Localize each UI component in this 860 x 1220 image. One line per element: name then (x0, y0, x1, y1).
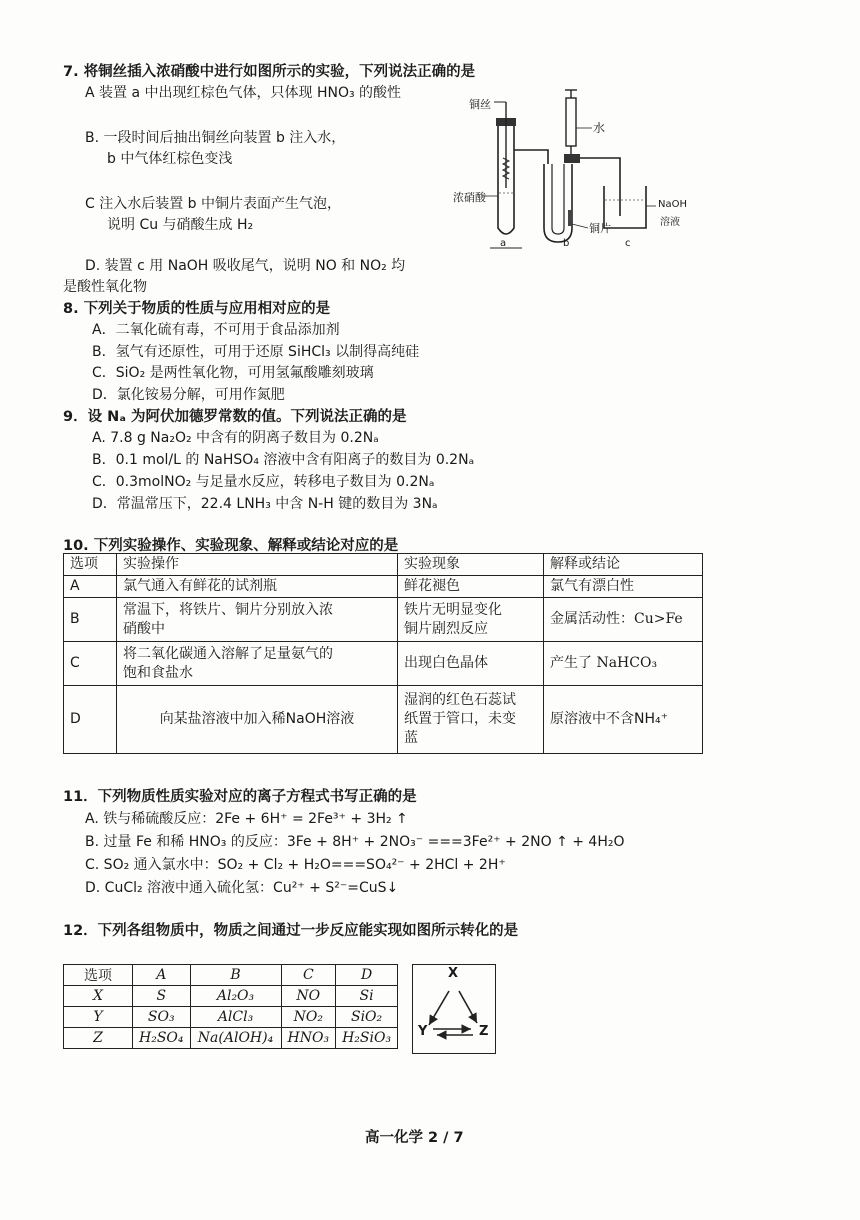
table-cell: B (64, 598, 117, 642)
fig-label-copper: 铜片 (589, 222, 611, 235)
q8-option-b: B．氢气有还原性，可用于还原 SiHCl₃ 以制得高纯硅 (92, 344, 420, 360)
q8-stem: 8. 下列关于物质的性质与应用相对应的是 (63, 301, 331, 317)
fig-label-b: b (563, 238, 570, 249)
table-cell: SO₃ (133, 1007, 191, 1028)
table-row (64, 598, 703, 642)
table-header-row (64, 965, 398, 986)
q7-stem: 7. 将铜丝插入浓硝酸中进行如图所示的实验，下列说法正确的是 (63, 64, 476, 80)
table-cell: HNO₃ (281, 1028, 336, 1049)
q7-option-d-line1: D. 装置 c 用 NaOH 吸收尾气，说明 NO 和 NO₂ 均 (85, 258, 406, 274)
q7-option-a: A 装置 a 中出现红棕色气体，只体现 HNO₃ 的酸性 (85, 85, 402, 101)
table-cell: AlCl₃ (190, 1007, 281, 1028)
q11-option-c: C. SO₂ 通入氯水中：SO₂ + Cl₂ + H₂O===SO₄²⁻ + 2HCl + 2H⁺ (85, 857, 506, 873)
table-cell: 金属活动性：Cu>Fe (544, 598, 703, 642)
table-cell: 湿润的红色石蕊试 纸置于管口，未变 蓝 (398, 686, 544, 754)
table-cell: 鲜花褪色 (398, 576, 544, 598)
q12-table (63, 964, 398, 1049)
table-header-cell: A (133, 965, 191, 986)
table-header-cell: 实验现象 (398, 554, 544, 576)
table-cell: A (64, 576, 117, 598)
table-row (64, 1007, 398, 1028)
diagram-node-y: Y (418, 1024, 428, 1039)
fig-label-wire: 铜丝 (469, 98, 491, 111)
table-header-cell: B (190, 965, 281, 986)
q9-stem: 9．设 Nₐ 为阿伏加德罗常数的值。下列说法正确的是 (63, 409, 407, 425)
table-cell: 铁片无明显变化 铜片剧烈反应 (398, 598, 544, 642)
table-cell: 氯气通入有鲜花的试剂瓶 (117, 576, 398, 598)
diagram-node-z: Z (479, 1024, 489, 1039)
q7-option-c-line2: 说明 Cu 与硝酸生成 H₂ (107, 217, 254, 233)
q12-stem: 12．下列各组物质中，物质之间通过一步反应能实现如图所示转化的是 (63, 923, 519, 939)
table-header-cell: 实验操作 (117, 554, 398, 576)
table-cell: Al₂O₃ (190, 986, 281, 1007)
q7-option-b-line2: b 中气体红棕色变浅 (107, 151, 233, 167)
table-cell: Z (64, 1028, 133, 1049)
table-cell: SiO₂ (336, 1007, 398, 1028)
table-cell: 氯气有漂白性 (544, 576, 703, 598)
table-cell: NO₂ (281, 1007, 336, 1028)
table-cell: H₂SO₄ (133, 1028, 191, 1049)
q7-option-b-line1: B. 一段时间后抽出铜丝向装置 b 注入水， (85, 130, 346, 146)
diagram-node-x: X (448, 966, 459, 981)
table-cell: Y (64, 1007, 133, 1028)
q11-stem: 11．下列物质性质实验对应的离子方程式书写正确的是 (63, 789, 417, 805)
fig-label-naoh-1: NaOH (658, 199, 687, 210)
table-header-row (64, 554, 703, 576)
fig-label-water: 水 (593, 121, 606, 135)
table-row (64, 1028, 398, 1049)
table-cell: Na(AlOH)₄ (190, 1028, 281, 1049)
table-row (64, 642, 703, 686)
table-cell: 将二氧化碳通入溶解了足量氨气的 饱和食盐水 (117, 642, 398, 686)
q9-option-b: B．0.1 mol/L 的 NaHSO₄ 溶液中含有阳离子的数目为 0.2Nₐ (92, 452, 475, 468)
q8-option-d: D．氯化铵易分解，可用作氮肥 (92, 387, 285, 403)
apparatus-figure (440, 88, 680, 256)
q7-option-c-line1: C 注入水后装置 b 中铜片表面产生气泡， (85, 196, 342, 212)
table-header-cell: 选项 (64, 965, 133, 986)
table-cell: 出现白色晶体 (398, 642, 544, 686)
table-cell: X (64, 986, 133, 1007)
table-cell: 产生了 NaHCO₃ (544, 642, 703, 686)
q8-option-a: A．二氧化硫有毒，不可用于食品添加剂 (92, 322, 340, 338)
table-cell: 向某盐溶液中加入稀NaOH溶液 (117, 686, 398, 754)
fig-label-c: c (625, 238, 631, 249)
table-header-cell: C (281, 965, 336, 986)
table-cell: Si (336, 986, 398, 1007)
fig-label-a: a (500, 238, 507, 249)
table-cell: NO (281, 986, 336, 1007)
q11-option-d: D. CuCl₂ 溶液中通入硫化氢：Cu²⁺ + S²⁻=CuS↓ (85, 880, 399, 896)
fig-label-naoh-2: 溶液 (660, 217, 680, 228)
table-cell: C (64, 642, 117, 686)
fig-label-acid: 浓硝酸 (453, 191, 486, 204)
q11-option-a: A. 铁与稀硫酸反应：2Fe + 6H⁺ = 2Fe³⁺ + 3H₂ ↑ (85, 811, 408, 827)
q9-option-a: A. 7.8 g Na₂O₂ 中含有的阴离子数目为 0.2Nₐ (92, 430, 379, 446)
q9-option-c: C．0.3molNO₂ 与足量水反应，转移电子数目为 0.2Nₐ (92, 474, 435, 490)
q7-option-d-line2: 是酸性氧化物 (63, 279, 147, 295)
q8-option-c: C．SiO₂ 是两性氧化物，可用氢氟酸雕刻玻璃 (92, 365, 374, 381)
table-row (64, 686, 703, 754)
table-header-cell: D (336, 965, 398, 986)
q10-table (63, 553, 703, 754)
table-header-cell: 选项 (64, 554, 117, 576)
table-cell: 常温下，将铁片、铜片分别放入浓 硝酸中 (117, 598, 398, 642)
q11-option-b: B. 过量 Fe 和稀 HNO₃ 的反应：3Fe + 8H⁺ + 2NO₃⁻ ===3Fe²⁺ + 2NO ↑ + 4H₂O (85, 834, 625, 850)
page-footer: 高一化学 2 / 7 (365, 1130, 464, 1146)
table-cell: S (133, 986, 191, 1007)
table-cell: H₂SiO₃ (336, 1028, 398, 1049)
q9-option-d: D．常温常压下，22.4 LNH₃ 中含 N-H 键的数目为 3Nₐ (92, 496, 438, 512)
table-cell: 原溶液中不含NH₄⁺ (544, 686, 703, 754)
table-cell: D (64, 686, 117, 754)
table-row (64, 986, 398, 1007)
table-header-cell: 解释或结论 (544, 554, 703, 576)
table-row (64, 576, 703, 598)
q10-stem: 10. 下列实验操作、实验现象、解释或结论对应的是 (63, 538, 399, 554)
